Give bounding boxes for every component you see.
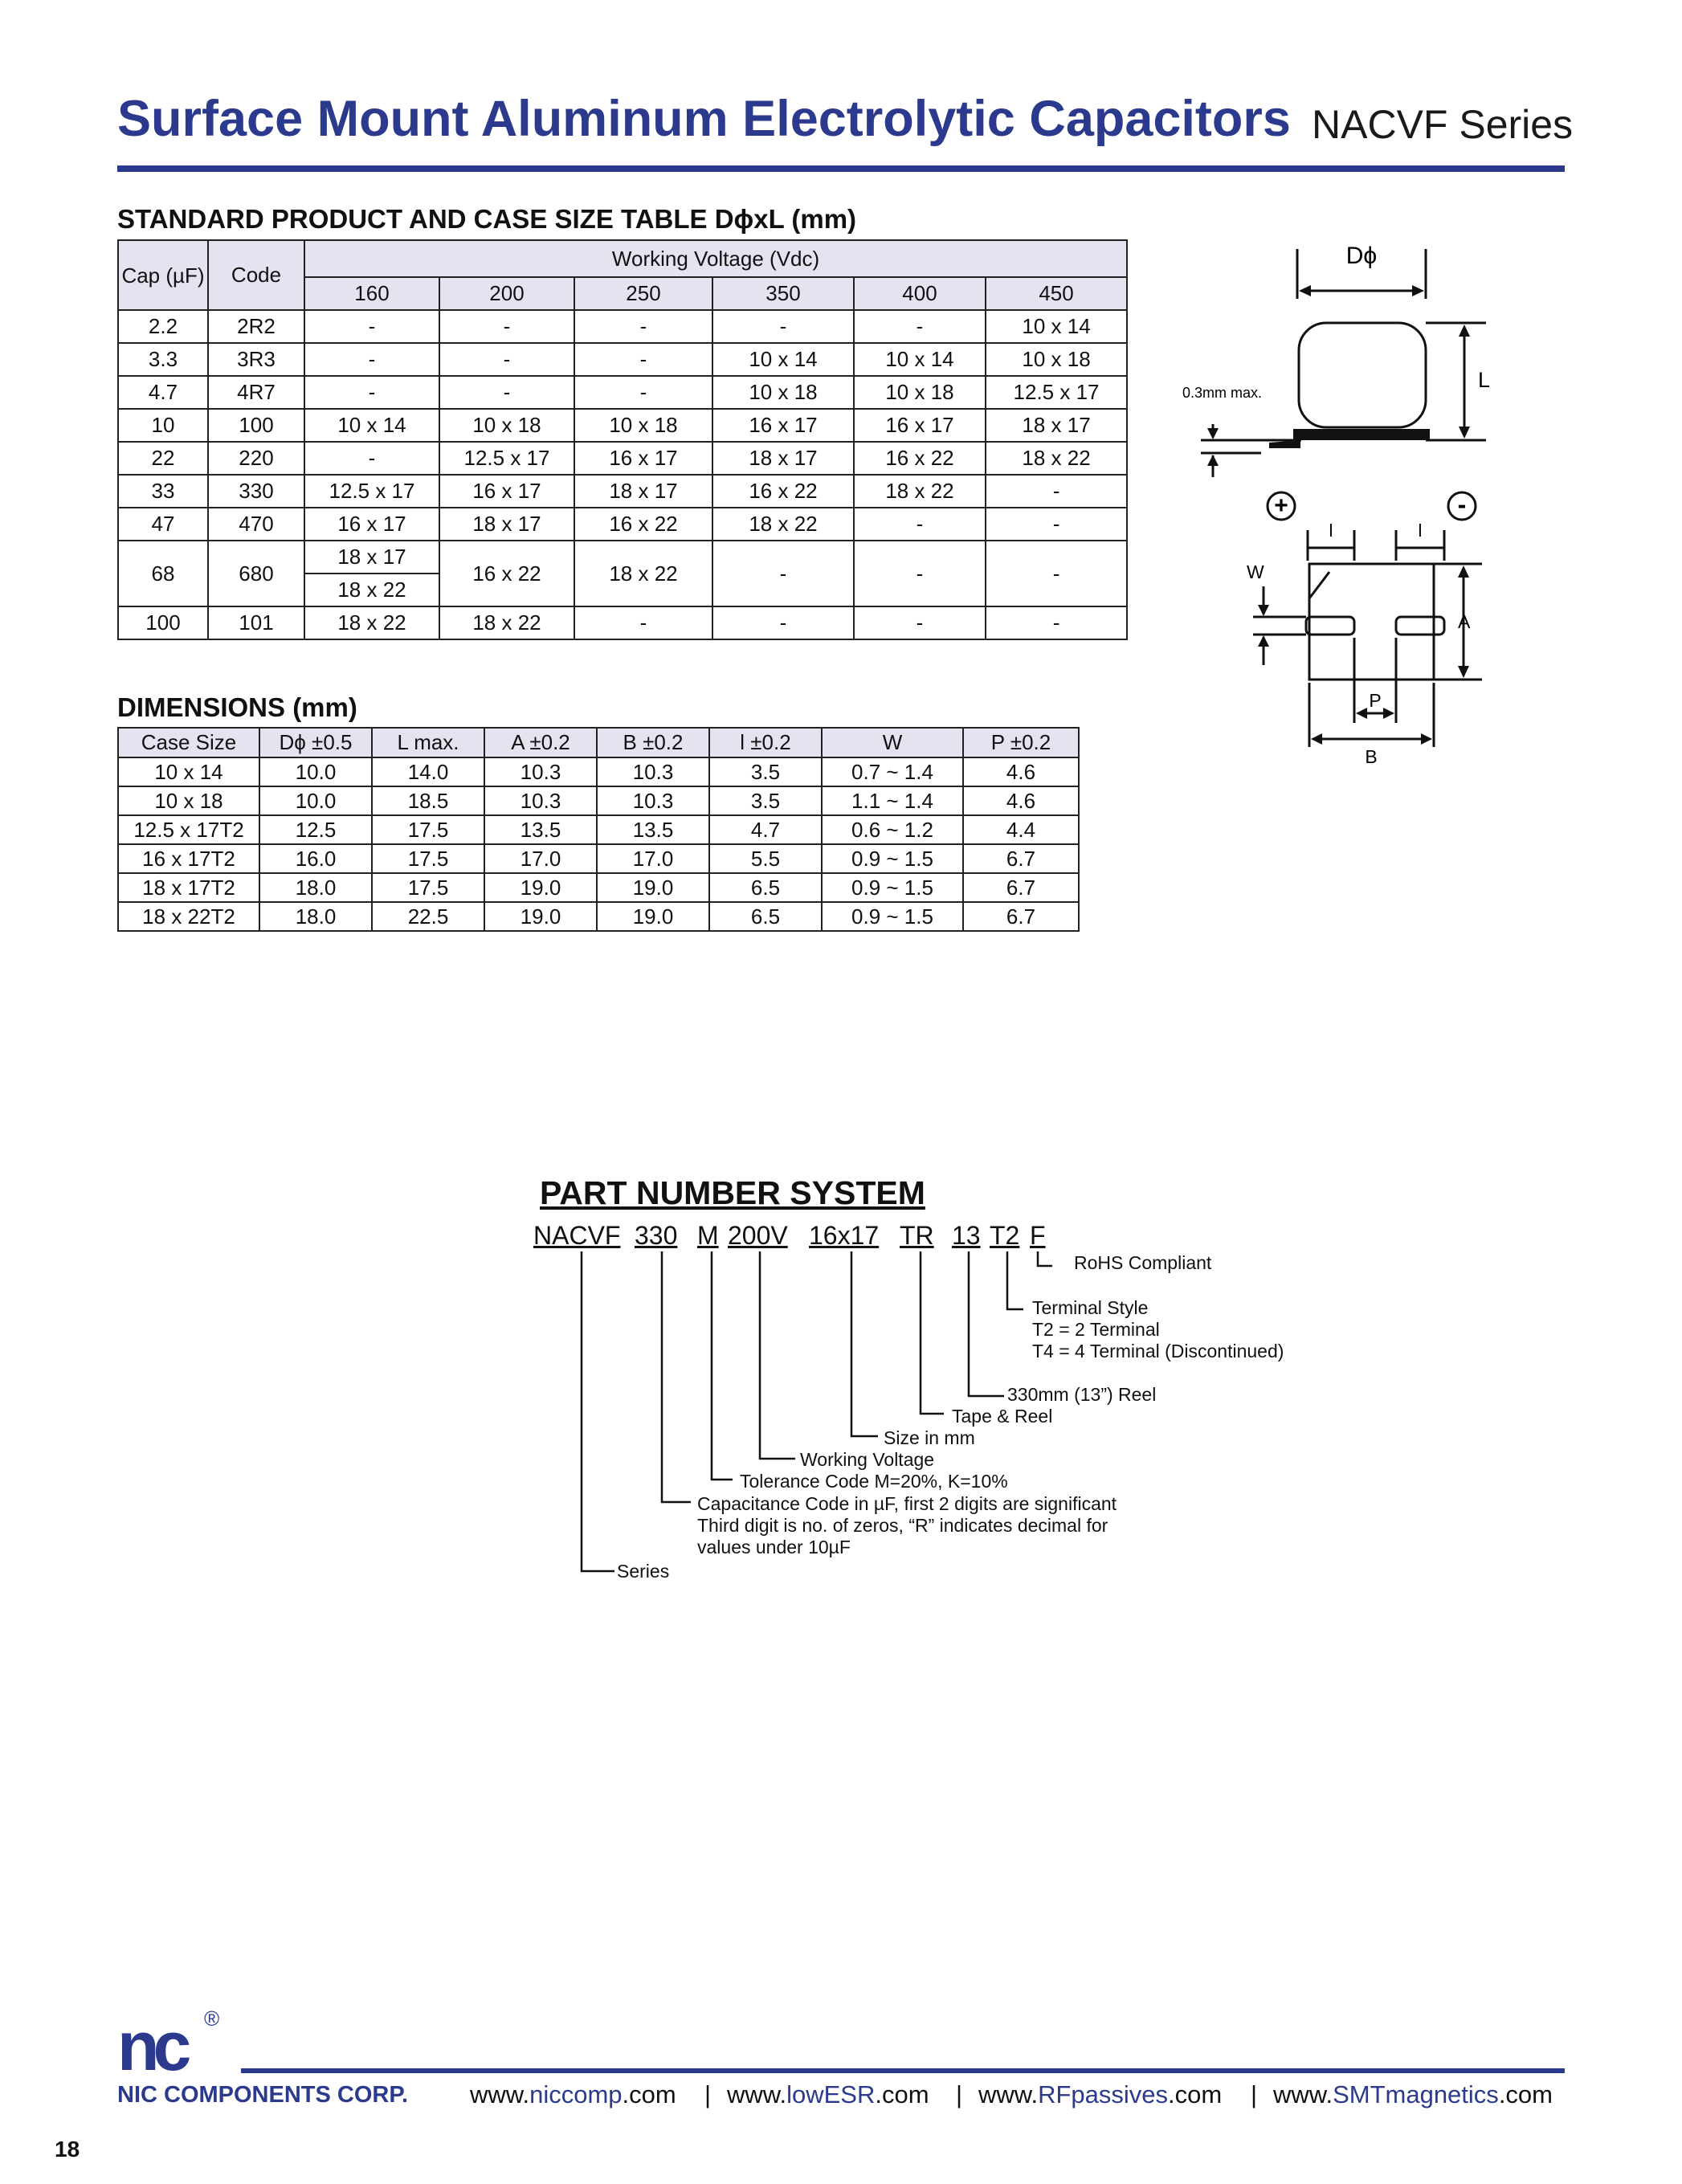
voltage-header: Working Voltage (Vdc) — [304, 240, 1127, 277]
w-label: W — [1247, 561, 1264, 582]
nic-logo — [117, 2006, 220, 2085]
table-row — [118, 902, 1079, 931]
size-cell: 18 x 22 — [304, 574, 439, 606]
size-cell: - — [986, 541, 1127, 606]
separator: | — [1251, 2080, 1258, 2108]
cap-cell: 10 — [118, 409, 208, 442]
voltage-col: 350 — [712, 277, 854, 310]
dimension-cell: 18 x 22T2 — [118, 902, 259, 931]
arrowhead — [1207, 455, 1219, 466]
label-tolerance: Tolerance Code M=20%, K=10% — [740, 1471, 1008, 1492]
size-cell: 10 x 14 — [712, 343, 854, 376]
arrowhead — [1459, 427, 1470, 439]
dimension-cell: 4.6 — [963, 757, 1079, 786]
dimension-cell: 18.0 — [259, 902, 372, 931]
dimension-cell: 3.5 — [709, 786, 822, 815]
code-cell: 2R2 — [208, 310, 304, 343]
pn-voltage: 200V — [728, 1221, 788, 1250]
size-cell: - — [574, 310, 712, 343]
code-cell: 330 — [208, 475, 304, 508]
cap-header: Cap (µF) — [118, 240, 208, 310]
label-size: Size in mm — [884, 1427, 975, 1448]
arrowhead — [1356, 708, 1367, 719]
voltage-col: 200 — [439, 277, 574, 310]
link-smtmagnetics[interactable]: www.SMTmagnetics.com — [1273, 2080, 1553, 2108]
dimension-header: A ±0.2 — [484, 728, 597, 757]
dimension-cell: 4.6 — [963, 786, 1079, 815]
size-cell: - — [986, 508, 1127, 541]
size-cell: 18 x 17 — [439, 508, 574, 541]
dimension-cell: 17.0 — [597, 844, 709, 873]
connector-size — [851, 1251, 878, 1436]
cap-cell: 3.3 — [118, 343, 208, 376]
dimension-cell: 0.9 ~ 1.5 — [822, 844, 963, 873]
label-t2: T2 = 2 Terminal — [1032, 1319, 1160, 1340]
dimension-cell: 0.9 ~ 1.5 — [822, 902, 963, 931]
size-cell: - — [304, 442, 439, 475]
size-cell: 18 x 22 — [574, 541, 712, 606]
label-voltage: Working Voltage — [800, 1449, 935, 1470]
arrowhead — [1459, 325, 1470, 337]
dimension-cell: 14.0 — [372, 757, 484, 786]
table-row — [118, 786, 1079, 815]
dimension-cell: 10.3 — [597, 757, 709, 786]
link-lowesr[interactable]: www.lowESR.com — [727, 2080, 929, 2108]
plus-sign: + — [1274, 492, 1288, 519]
dimension-cell: 16.0 — [259, 844, 372, 873]
dimension-cell: 0.9 ~ 1.5 — [822, 873, 963, 902]
size-cell: 12.5 x 17 — [439, 442, 574, 475]
page-title: Surface Mount Aluminum Electrolytic Capacitors — [117, 91, 1291, 147]
size-cell: 16 x 17 — [439, 475, 574, 508]
size-cell: 18 x 22 — [712, 508, 854, 541]
cap-cell: 4.7 — [118, 376, 208, 409]
header-rule — [117, 165, 1565, 172]
company-name: NIC COMPONENTS CORP. — [117, 2082, 409, 2108]
registered-mark: ® — [204, 2006, 220, 2031]
table-row — [118, 310, 1127, 343]
size-cell: - — [854, 541, 986, 606]
dimension-header: L max. — [372, 728, 484, 757]
dimension-cell: 10.0 — [259, 786, 372, 815]
code-cell: 220 — [208, 442, 304, 475]
size-cell: 18 x 17 — [304, 541, 439, 574]
pn-rohs: F — [1030, 1221, 1046, 1250]
l-left-label: l — [1329, 520, 1333, 541]
p-label: P — [1369, 690, 1382, 711]
cap-cell: 33 — [118, 475, 208, 508]
pn-capacitance: 330 — [635, 1221, 678, 1250]
cap-cell: 100 — [118, 606, 208, 639]
cap-cell: 68 — [118, 541, 208, 606]
dimension-cell: 17.5 — [372, 844, 484, 873]
connector-rohs — [1038, 1251, 1052, 1266]
size-cell: - — [304, 343, 439, 376]
table-row — [118, 541, 1127, 574]
voltage-col: 400 — [854, 277, 986, 310]
connector-tolerance — [712, 1251, 733, 1480]
code-cell: 4R7 — [208, 376, 304, 409]
connector-reel — [969, 1251, 1004, 1396]
capacitor-dimension-diagram — [1165, 233, 1534, 779]
size-cell: 18 x 22 — [986, 442, 1127, 475]
label-series: Series — [617, 1561, 670, 1582]
arrowhead — [1258, 605, 1269, 616]
size-cell: 12.5 x 17 — [986, 376, 1127, 409]
pn-reel-size: 13 — [952, 1221, 981, 1250]
dimension-cell: 19.0 — [484, 873, 597, 902]
size-cell: 18 x 22 — [439, 606, 574, 639]
voltage-col: 450 — [986, 277, 1127, 310]
dimension-cell: 6.7 — [963, 844, 1079, 873]
a-label: A — [1458, 611, 1471, 632]
size-cell: 16 x 17 — [854, 409, 986, 442]
dimension-cell: 10 x 14 — [118, 757, 259, 786]
dimension-cell: 19.0 — [597, 873, 709, 902]
voltage-col: 250 — [574, 277, 712, 310]
size-cell: - — [574, 376, 712, 409]
size-cell: - — [986, 606, 1127, 639]
dimension-header: W — [822, 728, 963, 757]
dimension-header: Case Size — [118, 728, 259, 757]
arrowhead — [1311, 733, 1322, 745]
size-cell: 10 x 18 — [574, 409, 712, 442]
terminal-right — [1396, 617, 1444, 635]
capacitor-body — [1299, 323, 1426, 427]
table-row — [118, 343, 1127, 376]
size-cell: 10 x 14 — [854, 343, 986, 376]
arrowhead — [1458, 565, 1469, 578]
table-row — [118, 409, 1127, 442]
dimension-cell: 22.5 — [372, 902, 484, 931]
label-capacitance-2: Third digit is no. of zeros, “R” indicates decimal for — [697, 1515, 1108, 1536]
connector-terminal — [1007, 1251, 1023, 1309]
l-label: L — [1478, 368, 1491, 392]
size-cell: 16 x 17 — [304, 508, 439, 541]
label-reel: 330mm (13”) Reel — [1007, 1384, 1157, 1405]
size-cell: 16 x 17 — [712, 409, 854, 442]
product-table — [117, 239, 1128, 640]
size-cell: - — [304, 376, 439, 409]
dimension-cell: 10.3 — [484, 786, 597, 815]
table-row — [118, 442, 1127, 475]
label-capacitance-3: values under 10µF — [697, 1537, 851, 1557]
pn-series: NACVF — [533, 1221, 621, 1250]
arrowhead — [1258, 635, 1269, 647]
l-right-label: l — [1418, 520, 1423, 541]
size-cell: 10 x 18 — [986, 343, 1127, 376]
part-number-title: PART NUMBER SYSTEM — [540, 1174, 925, 1211]
dimension-cell: 16 x 17T2 — [118, 844, 259, 873]
size-cell: - — [574, 606, 712, 639]
dimension-cell: 13.5 — [597, 815, 709, 844]
table-row — [118, 815, 1079, 844]
series-name: NACVF Series — [1312, 102, 1574, 147]
code-cell: 470 — [208, 508, 304, 541]
size-cell: 10 x 18 — [712, 376, 854, 409]
connector-tape — [921, 1251, 944, 1414]
dimension-header: B ±0.2 — [597, 728, 709, 757]
size-cell: - — [854, 310, 986, 343]
dimension-cell: 6.7 — [963, 902, 1079, 931]
code-cell: 3R3 — [208, 343, 304, 376]
code-header: Code — [208, 240, 304, 310]
connector-capacitance — [662, 1251, 691, 1502]
dimension-cell: 10.3 — [597, 786, 709, 815]
bottom-view-body — [1309, 564, 1434, 680]
size-cell: 10 x 14 — [986, 310, 1127, 343]
arrowhead — [1421, 733, 1432, 745]
table-row — [118, 376, 1127, 409]
label-capacitance-1: Capacitance Code in µF, first 2 digits are significant — [697, 1493, 1117, 1514]
dimension-cell: 10 x 18 — [118, 786, 259, 815]
label-tape-reel: Tape & Reel — [952, 1406, 1053, 1427]
dimension-cell: 5.5 — [709, 844, 822, 873]
code-cell: 101 — [208, 606, 304, 639]
dimension-cell: 17.5 — [372, 873, 484, 902]
cap-cell: 2.2 — [118, 310, 208, 343]
table-row — [118, 844, 1079, 873]
arrowhead — [1412, 285, 1424, 296]
logo-mark: nc — [117, 2008, 186, 2085]
code-cell: 680 — [208, 541, 304, 606]
dimension-header: P ±0.2 — [963, 728, 1079, 757]
dimension-cell: 0.6 ~ 1.2 — [822, 815, 963, 844]
bottom-view-chamfer — [1309, 572, 1329, 598]
capacitor-base — [1293, 429, 1430, 440]
dimension-cell: 18 x 17T2 — [118, 873, 259, 902]
dimension-cell: 4.4 — [963, 815, 1079, 844]
page-number: 18 — [55, 2137, 80, 2162]
size-cell: - — [712, 606, 854, 639]
minus-sign: - — [1457, 490, 1467, 519]
dimension-cell: 10.0 — [259, 757, 372, 786]
dimension-cell: 13.5 — [484, 815, 597, 844]
dimension-cell: 10.3 — [484, 757, 597, 786]
size-cell: - — [854, 508, 986, 541]
dimension-header: Dϕ ±0.5 — [259, 728, 372, 757]
dimension-cell: 0.7 ~ 1.4 — [822, 757, 963, 786]
cap-cell: 22 — [118, 442, 208, 475]
footer-rule — [241, 2068, 1565, 2073]
label-t4: T4 = 4 Terminal (Discontinued) — [1032, 1341, 1284, 1361]
standoff-label: 0.3mm max. — [1182, 385, 1263, 401]
size-cell: 16 x 22 — [712, 475, 854, 508]
size-cell: 18 x 17 — [712, 442, 854, 475]
separator: | — [704, 2080, 712, 2108]
size-cell: - — [712, 541, 854, 606]
product-table-heading: STANDARD PRODUCT AND CASE SIZE TABLE DϕxL (mm) — [117, 204, 857, 234]
size-cell: 18 x 22 — [304, 606, 439, 639]
size-cell: - — [439, 376, 574, 409]
size-cell: - — [439, 310, 574, 343]
dimension-cell: 4.7 — [709, 815, 822, 844]
pn-terminal: T2 — [990, 1221, 1020, 1250]
table-row — [118, 873, 1079, 902]
size-cell: - — [712, 310, 854, 343]
dimension-cell: 6.5 — [709, 902, 822, 931]
dimension-cell: 1.1 ~ 1.4 — [822, 786, 963, 815]
dimension-cell: 3.5 — [709, 757, 822, 786]
size-cell: 18 x 17 — [574, 475, 712, 508]
d-label: Dϕ — [1345, 243, 1378, 269]
arrowhead — [1458, 666, 1469, 678]
label-terminal-style: Terminal Style — [1032, 1297, 1149, 1318]
dimensions-heading: DIMENSIONS (mm) — [117, 692, 357, 722]
b-label: B — [1365, 746, 1378, 767]
label-rohs: RoHS Compliant — [1074, 1252, 1212, 1273]
link-rfpassives[interactable]: www.RFpassives.com — [978, 2080, 1223, 2108]
dimension-cell: 19.0 — [484, 902, 597, 931]
dimension-cell: 6.7 — [963, 873, 1079, 902]
pn-tolerance: M — [697, 1221, 719, 1250]
dimension-cell: 18.5 — [372, 786, 484, 815]
dimension-header: l ±0.2 — [709, 728, 822, 757]
dimension-cell: 18.0 — [259, 873, 372, 902]
size-cell: - — [986, 475, 1127, 508]
dimension-cell: 17.5 — [372, 815, 484, 844]
size-cell: 16 x 22 — [439, 541, 574, 606]
terminal-left — [1306, 617, 1354, 635]
dimension-cell: 6.5 — [709, 873, 822, 902]
arrowhead — [1207, 428, 1219, 439]
size-cell: 16 x 22 — [574, 508, 712, 541]
size-cell: 10 x 14 — [304, 409, 439, 442]
size-cell: 16 x 17 — [574, 442, 712, 475]
link-niccomp[interactable]: www.niccomp.com — [470, 2080, 676, 2108]
connector-voltage — [760, 1251, 795, 1459]
voltage-col: 160 — [304, 277, 439, 310]
size-cell: 12.5 x 17 — [304, 475, 439, 508]
table-row — [118, 475, 1127, 508]
arrowhead — [1383, 708, 1394, 719]
arrowhead — [1299, 285, 1311, 296]
size-cell: 18 x 22 — [854, 475, 986, 508]
table-row — [118, 508, 1127, 541]
size-cell: 10 x 18 — [439, 409, 574, 442]
size-cell: - — [574, 343, 712, 376]
size-cell: 18 x 17 — [986, 409, 1127, 442]
dimension-cell: 19.0 — [597, 902, 709, 931]
pn-size: 16x17 — [809, 1221, 880, 1250]
dimension-cell: 17.0 — [484, 844, 597, 873]
connector-series — [582, 1251, 614, 1571]
cap-cell: 47 — [118, 508, 208, 541]
table-row — [118, 757, 1079, 786]
size-cell: 10 x 18 — [854, 376, 986, 409]
size-cell: - — [854, 606, 986, 639]
dimensions-table — [117, 727, 1080, 932]
size-cell: - — [304, 310, 439, 343]
code-cell: 100 — [208, 409, 304, 442]
separator: | — [956, 2080, 963, 2108]
size-cell: 16 x 22 — [854, 442, 986, 475]
pn-tape-reel: TR — [900, 1221, 934, 1250]
dimension-cell: 12.5 x 17T2 — [118, 815, 259, 844]
size-cell: - — [439, 343, 574, 376]
dimension-cell: 12.5 — [259, 815, 372, 844]
table-row — [118, 606, 1127, 639]
